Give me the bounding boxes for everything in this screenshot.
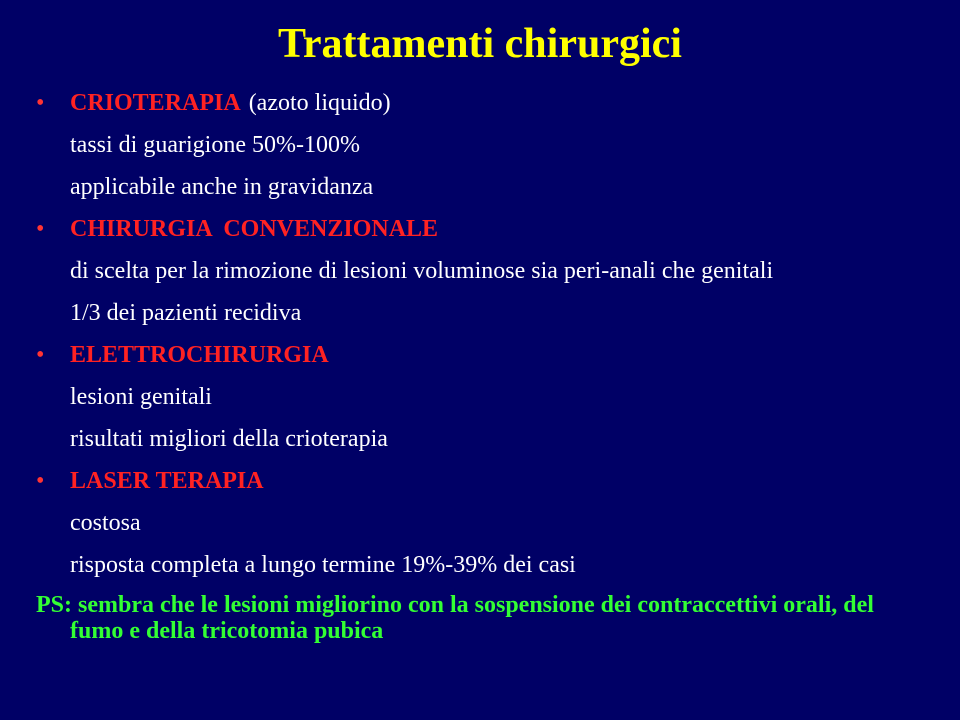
- section-line: 1/3 dei pazienti recidiva: [70, 300, 302, 326]
- slide-title: Trattamenti chirurgici: [278, 21, 682, 67]
- section-heading: CHIRURGIA CONVENZIONALE: [70, 216, 439, 242]
- section-line: risposta completa a lungo termine 19%-39% dei casi: [70, 552, 576, 578]
- section-chirurgia: [36, 216, 926, 242]
- section-laser: [36, 468, 926, 494]
- section-line: costosa: [70, 510, 141, 536]
- bullet-icon: •: [36, 342, 45, 368]
- section-line: applicabile anche in gravidanza: [70, 174, 374, 200]
- section-heading: ELETTROCHIRURGIA: [70, 342, 329, 368]
- bullet-icon: •: [36, 90, 45, 116]
- section-elettrochirurgia: [36, 342, 926, 368]
- section-crioterapia: [36, 90, 926, 116]
- section-heading: LASER TERAPIA: [70, 468, 264, 494]
- section-line: lesioni genitali: [70, 384, 212, 410]
- slide-content: [36, 90, 926, 644]
- bullet-icon: •: [36, 216, 45, 242]
- section-heading: CRIOTERAPIA: [70, 90, 241, 116]
- section-line: risultati migliori della crioterapia: [70, 426, 388, 452]
- section-note: (azoto liquido): [248, 90, 391, 116]
- bullet-icon: •: [36, 468, 45, 494]
- section-line: tassi di guarigione 50%-100%: [70, 132, 360, 158]
- section-line: di scelta per la rimozione di lesioni voluminose sia peri-anali che genitali: [70, 258, 774, 284]
- ps-note: PS: sembra che le lesioni migliorino con la sospensione dei contraccettivi orali, del fumo e della tricotomia pubica: [36, 592, 874, 644]
